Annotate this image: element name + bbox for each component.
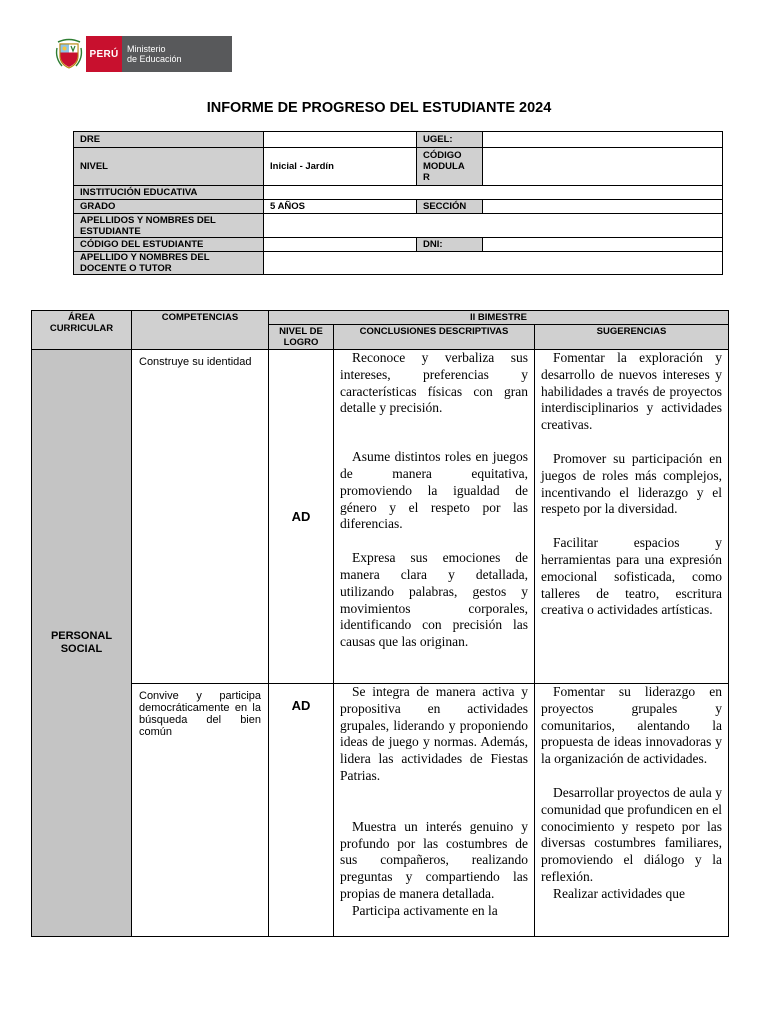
codigo-modular-label <box>417 148 483 186</box>
conclusiones-cell[interactable] <box>334 350 535 684</box>
ministry-logo <box>52 36 232 72</box>
logo-ministry-box <box>122 36 232 72</box>
docente-value[interactable] <box>264 252 723 275</box>
sugerencia-text: Promover su participación en juegos de roles más complejos, incentivando el liderazgo y el respeto por la diversidad. <box>541 450 722 517</box>
conclusion-text: Muestra un interés genuino y profundo por las costumbres de sus compañeros, realizando preguntas y compartiendo las propias de manera detallada. <box>340 818 528 901</box>
logo-ministry-line2: de Educación <box>127 54 182 64</box>
student-info-table <box>73 131 723 275</box>
seccion-value[interactable] <box>483 200 723 214</box>
codigo-estudiante-value[interactable] <box>264 238 417 252</box>
docente-line1: APELLIDO Y NOMBRES DEL <box>80 252 210 263</box>
codigo-modular-value[interactable] <box>483 148 723 186</box>
sugerencias-cell[interactable] <box>535 684 729 937</box>
nivel-logro-cell[interactable]: AD <box>269 684 334 937</box>
page-title: INFORME DE PROGRESO DEL ESTUDIANTE 2024 <box>206 100 552 116</box>
header-sugerencias: SUGERENCIAS <box>535 325 729 350</box>
codigo-modular-line1: CÓDIGO <box>423 150 462 161</box>
header-area-curricular: ÁREA CURRICULAR <box>32 311 132 350</box>
sugerencias-cell[interactable] <box>535 350 729 684</box>
seccion-label: SECCIÓN <box>417 200 483 214</box>
conclusiones-cell[interactable] <box>334 684 535 937</box>
apellidos-estudiante-value[interactable] <box>264 214 723 238</box>
sugerencia-text: Facilitar espacios y herramientas para una expresión emocional sofisticada, como talleres de teatro, escritura creativa o actividades artísticas. <box>541 535 722 618</box>
nivel-logro-cell[interactable]: AD <box>269 350 334 684</box>
conclusion-text: Asume distintos roles en juegos de manera equitativa, promoviendo la igualdad de género y el respeto por las diferencias. <box>340 449 528 532</box>
nivel-label: NIVEL <box>74 148 264 186</box>
evaluation-table <box>31 310 729 937</box>
sugerencia-text: Fomentar la exploración y desarrollo de nuevos intereses y habilidades a través de proyectos interdisciplinarios y actividades creativas. <box>541 350 722 433</box>
codigo-modular-line2: MODULA <box>423 161 465 172</box>
header-competencias: COMPETENCIAS <box>132 311 269 350</box>
nivel-value[interactable]: Inicial - Jardín <box>264 148 417 186</box>
apellidos-estudiante-line1: APELLIDOS Y NOMBRES DEL <box>80 214 216 226</box>
docente-label <box>74 252 264 275</box>
conclusion-text: Se integra de manera activa y propositiva en actividades grupales, liderando y proponiendo ideas de juego y normas. Además, lidera las actividades de Fiestas Patrias. <box>340 684 528 783</box>
apellidos-estudiante-label <box>74 214 264 238</box>
conclusion-text: Expresa sus emociones de manera clara y detallada, utilizando palabras, gestos y movimientos corporales, identificando con precisión las causas que las originan. <box>340 550 528 650</box>
logo-peru-box: PERÚ <box>86 36 122 72</box>
ugel-value[interactable] <box>483 132 723 148</box>
codigo-modular-line3: R <box>423 172 430 183</box>
competencia-cell: Construye su identidad <box>132 350 269 684</box>
conclusion-text: Reconoce y verbaliza sus intereses, preferencias y características físicas con gran detalle y precisión. <box>340 350 528 416</box>
codigo-estudiante-label: CÓDIGO DEL ESTUDIANTE <box>74 238 264 252</box>
institucion-value[interactable] <box>264 186 723 200</box>
grado-value[interactable]: 5 AÑOS <box>264 200 417 214</box>
sugerencia-text: Fomentar su liderazgo en proyectos grupales y comunitarios, alentando la propuesta de ideas innovadoras y la organización de actividades. <box>541 684 722 767</box>
dre-value[interactable] <box>264 132 417 148</box>
apellidos-estudiante-line2: ESTUDIANTE <box>80 225 141 237</box>
header-bimestre: II BIMESTRE <box>269 311 729 325</box>
grado-label: GRADO <box>74 200 264 214</box>
competencia-cell <box>132 684 269 937</box>
header-nivel-logro: NIVEL DE LOGRO <box>269 325 334 350</box>
ugel-label: UGEL: <box>417 132 483 148</box>
dni-value[interactable] <box>483 238 723 252</box>
institucion-label: INSTITUCIÓN EDUCATIVA <box>74 186 264 200</box>
docente-line2: DOCENTE O TUTOR <box>80 263 172 274</box>
competencia-text: Convive y participa democráticamente en la búsqueda del bien común <box>139 690 261 738</box>
logo-ministry-line1: Ministerio <box>127 44 166 54</box>
area-cell: PERSONAL SOCIAL <box>32 350 132 937</box>
dni-label: DNI: <box>417 238 483 252</box>
sugerencia-text: Desarrollar proyectos de aula y comunidad que profundicen en el conocimiento y respeto por las diversas costumbres familiares, promoviendo el diálogo y la reflexión. <box>541 784 722 884</box>
dre-label: DRE <box>74 132 264 148</box>
sugerencia-text: Realizar actividades que <box>553 885 685 901</box>
coat-of-arms-icon <box>52 36 86 72</box>
header-conclusiones: CONCLUSIONES DESCRIPTIVAS <box>334 325 535 350</box>
conclusion-text: Participa activamente en la <box>352 902 498 918</box>
